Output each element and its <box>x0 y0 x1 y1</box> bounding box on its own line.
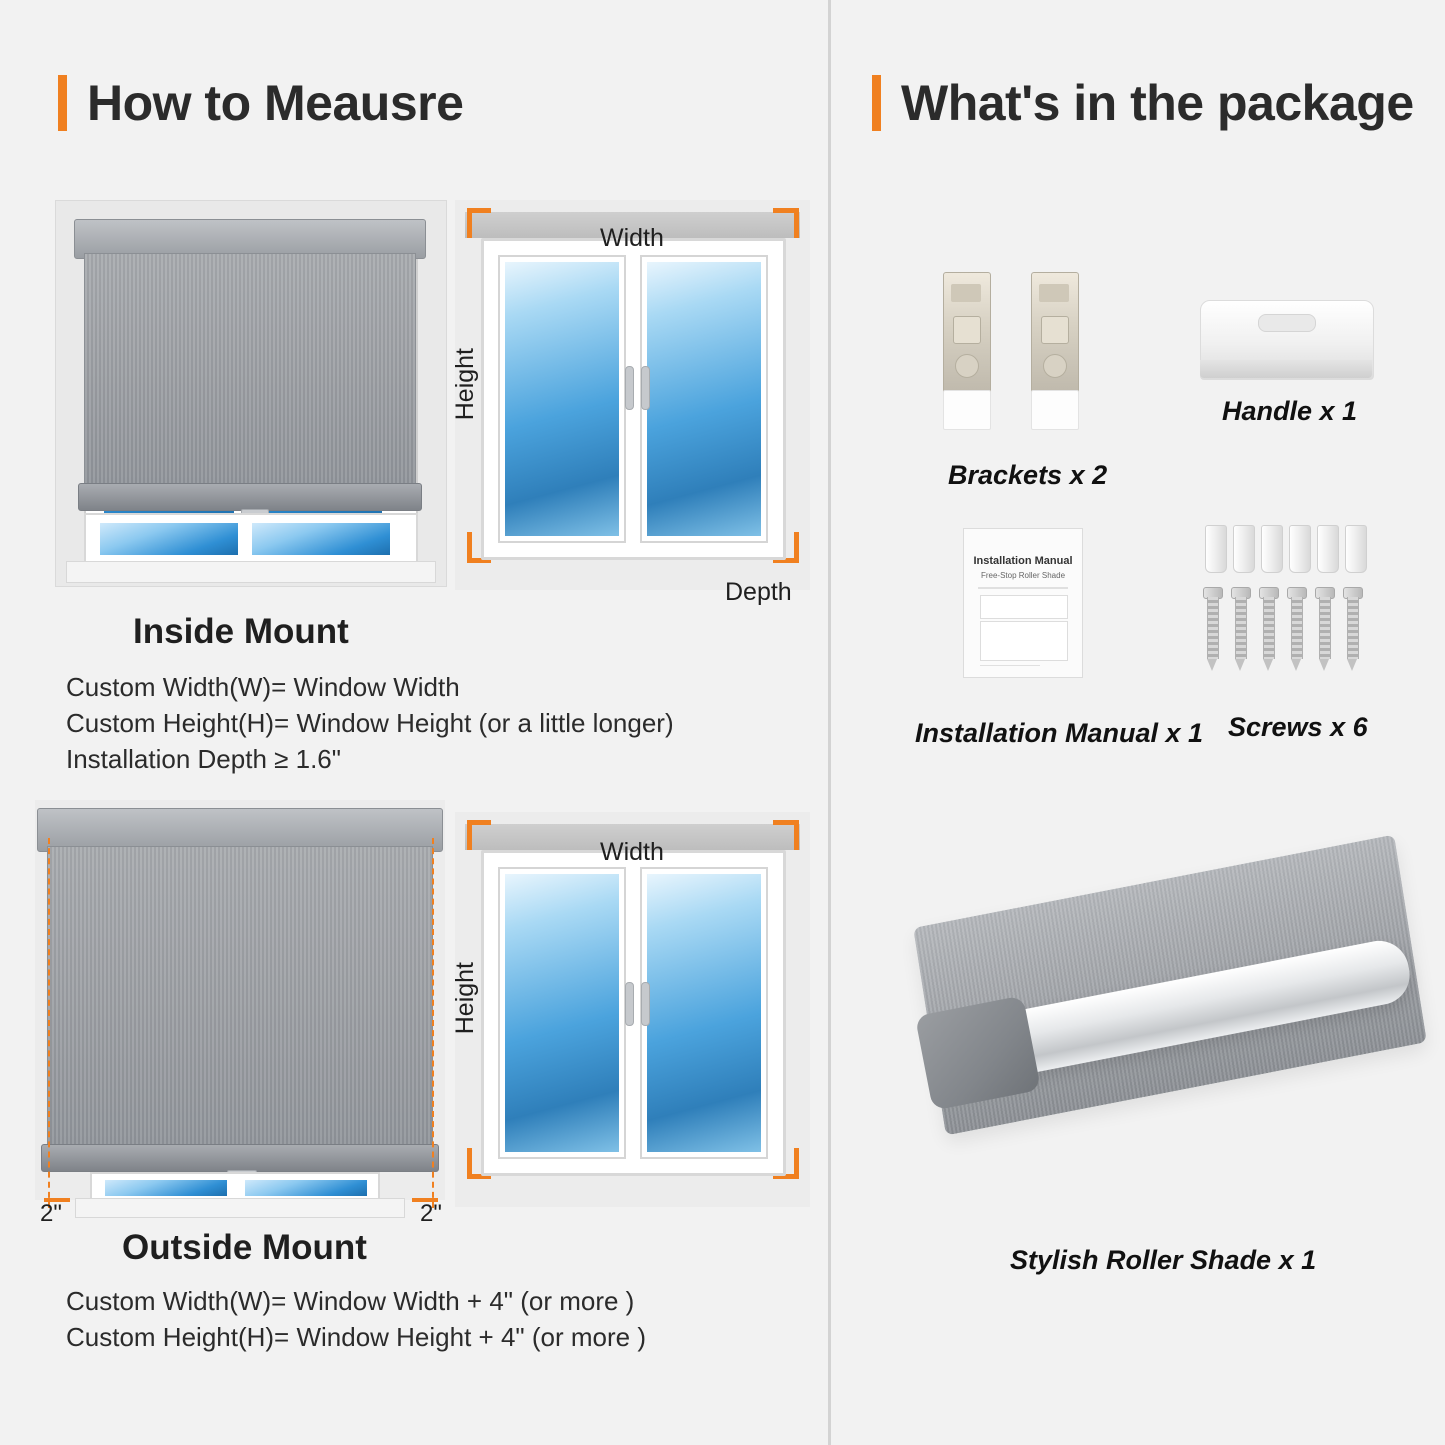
label-overhang-right: 2" <box>420 1200 442 1227</box>
section-heading-package <box>872 74 1414 132</box>
shade-fabric <box>84 253 416 485</box>
heading-label: How to Meausre <box>87 75 464 131</box>
installation-manual-image <box>963 528 1083 678</box>
outside-mount-measurement-diagram <box>455 812 810 1207</box>
section-heading-how-to-measure <box>58 74 463 132</box>
label-height-outside: Height <box>451 962 479 1035</box>
caption-brackets: Brackets x 2 <box>948 460 1108 490</box>
overhang-guide-right <box>432 838 434 1208</box>
label-width-outside: Width <box>600 838 664 866</box>
caption-screws: Screws x 6 <box>1228 712 1368 742</box>
handle-image <box>1200 300 1380 390</box>
inside-mount-shade-illustration <box>55 200 447 587</box>
window-handle-right <box>641 982 650 1026</box>
heading-accent-bar <box>58 75 67 131</box>
shade-bottom-bar <box>78 483 422 511</box>
outside-spec-1: Custom Width(W)= Window Width + 4" (or more ) <box>66 1286 635 1316</box>
caption-roller-shade: Stylish Roller Shade x 1 <box>1010 1245 1317 1275</box>
caption-handle: Handle x 1 <box>1222 396 1358 426</box>
shade-fabric <box>47 846 433 1146</box>
inside-spec-3: Installation Depth ≥ 1.6" <box>66 744 341 774</box>
shade-bottom-bar <box>41 1144 439 1172</box>
inside-spec-2: Custom Height(H)= Window Height (or a little longer) <box>66 708 674 738</box>
label-depth-inside: Depth <box>725 578 792 606</box>
outside-mount-title: Outside Mount <box>122 1228 367 1267</box>
window-handle-left <box>625 366 634 410</box>
caption-manual: Installation Manual x 1 <box>915 718 1204 748</box>
overhang-guide-left <box>48 838 50 1208</box>
heading-accent-bar <box>872 75 881 131</box>
window-handle-left <box>625 982 634 1026</box>
inside-spec-1: Custom Width(W)= Window Width <box>66 672 460 702</box>
brackets-image <box>935 272 1115 447</box>
window-sill <box>66 561 436 583</box>
label-height-inside: Height <box>451 348 479 421</box>
label-overhang-left: 2" <box>40 1200 62 1227</box>
heading-label: What's in the package <box>901 75 1414 131</box>
window-sill <box>75 1198 405 1218</box>
column-divider <box>828 0 831 1445</box>
outside-mount-shade-illustration <box>35 800 445 1200</box>
inside-mount-title: Inside Mount <box>133 612 349 651</box>
label-width-inside: Width <box>600 224 664 252</box>
roller-shade-image <box>905 860 1425 1190</box>
manual-title: Installation Manual <box>973 555 1073 567</box>
manual-subtitle: Free-Stop Roller Shade <box>980 571 1066 580</box>
screws-image <box>1205 525 1385 685</box>
outside-spec-2: Custom Height(H)= Window Height + 4" (or more ) <box>66 1322 646 1352</box>
inside-mount-measurement-diagram <box>455 200 810 590</box>
window-handle-right <box>641 366 650 410</box>
